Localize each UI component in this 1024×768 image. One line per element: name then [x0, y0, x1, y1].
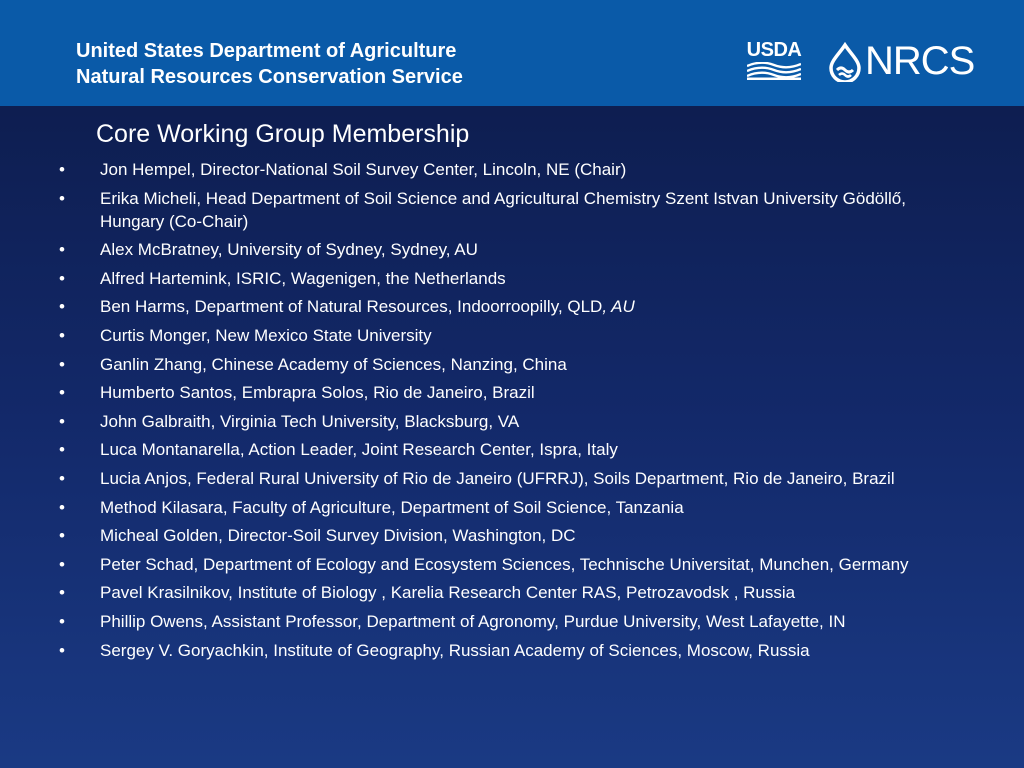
nrcs-logo-text: NRCS [865, 39, 975, 83]
member-list-item [0, 381, 1024, 404]
usda-logo-text: USDA [746, 39, 802, 61]
member-list-item [0, 410, 1024, 433]
member-text: Lucia Anjos, Federal Rural University of Rio de Janeiro (UFRRJ), Soils Department, Rio de Janeiro, Brazil [100, 468, 895, 488]
member-text: Pavel Krasilnikov, Institute of Biology , Karelia Research Center RAS, Petrozavodsk , Russia [100, 583, 796, 603]
member-list-item [0, 639, 1024, 662]
member-list-item [0, 295, 1024, 318]
bullet-icon: • [59, 411, 65, 431]
agency-name [76, 38, 463, 90]
member-list-item [0, 496, 1024, 519]
bullet-icon: • [59, 240, 65, 260]
member-text: Ganlin Zhang, Chinese Academy of Sciences, Nanzing, China [100, 354, 567, 374]
bullet-icon: • [59, 188, 65, 208]
bullet-icon: • [59, 160, 65, 179]
member-list-item [0, 467, 1024, 490]
bullet-icon: • [59, 325, 65, 345]
member-list-item [0, 581, 1024, 604]
member-text: Curtis Monger, New Mexico State University [100, 325, 432, 345]
bullet-icon: • [59, 554, 65, 574]
member-list-item [0, 553, 1024, 576]
member-text: Micheal Golden, Director-Soil Survey Division, Washington, DC [100, 526, 576, 546]
member-text: Peter Schad, Department of Ecology and Ecosystem Sciences, Technische Universitat, Munchen, Germany [100, 554, 909, 574]
member-text: Method Kilasara, Faculty of Agriculture, Department of Soil Science, Tanzania [100, 497, 684, 517]
member-list-item [0, 524, 1024, 547]
bullet-icon: • [59, 640, 65, 660]
member-text: John Galbraith, Virginia Tech University, Blacksburg, VA [100, 411, 520, 431]
usda-stripes-icon [747, 62, 801, 80]
member-text: Sergey V. Goryachkin, Institute of Geography, Russian Academy of Sciences, Moscow, Russia [100, 640, 810, 660]
member-text: Jon Hempel, Director-National Soil Survey Center, Lincoln, NE (Chair) [100, 160, 627, 179]
usda-logo [745, 40, 803, 82]
bullet-icon: • [59, 526, 65, 546]
member-list-item [0, 324, 1024, 347]
member-text: Phillip Owens, Assistant Professor, Department of Agronomy, Purdue University, West Lafayette, IN [100, 611, 846, 631]
bullet-icon: • [59, 383, 65, 403]
bullet-icon: • [59, 440, 65, 460]
bullet-icon: • [59, 354, 65, 374]
bullet-icon: • [59, 583, 65, 603]
member-list-item [0, 158, 1024, 181]
member-list [0, 158, 1024, 667]
member-list-item [0, 267, 1024, 290]
member-text: Alfred Hartemink, ISRIC, Wagenigen, the Netherlands [100, 268, 506, 288]
member-list-item [0, 610, 1024, 633]
member-list-item [0, 238, 1024, 261]
member-text: Erika Micheli, Head Department of Soil Science and Agricultural Chemistry Szent Istvan University Gödöllő, Hungary (Co-Chair) [100, 188, 906, 231]
agency-line-2: Natural Resources Conservation Service [76, 66, 463, 88]
bullet-icon: • [59, 268, 65, 288]
bullet-icon: • [59, 611, 65, 631]
water-drop-icon [825, 42, 865, 82]
member-text: Alex McBratney, University of Sydney, Sydney, AU [100, 240, 478, 260]
member-text-italic-suffix: , AU [602, 297, 635, 317]
bullet-icon: • [59, 497, 65, 517]
bullet-icon: • [59, 297, 65, 317]
member-list-item [0, 353, 1024, 376]
member-list-item [0, 438, 1024, 461]
agency-line-1: United States Department of Agriculture [76, 40, 457, 62]
member-text: Ben Harms, Department of Natural Resources, Indoorroopilly, QLD [100, 297, 603, 317]
member-text: Luca Montanarella, Action Leader, Joint Research Center, Ispra, Italy [100, 440, 618, 460]
member-list-item [0, 187, 1024, 233]
slide-title: Core Working Group Membership [96, 120, 470, 148]
member-text: Humberto Santos, Embrapra Solos, Rio de Janeiro, Brazil [100, 383, 535, 403]
header-banner [0, 0, 1024, 106]
bullet-icon: • [59, 468, 65, 488]
